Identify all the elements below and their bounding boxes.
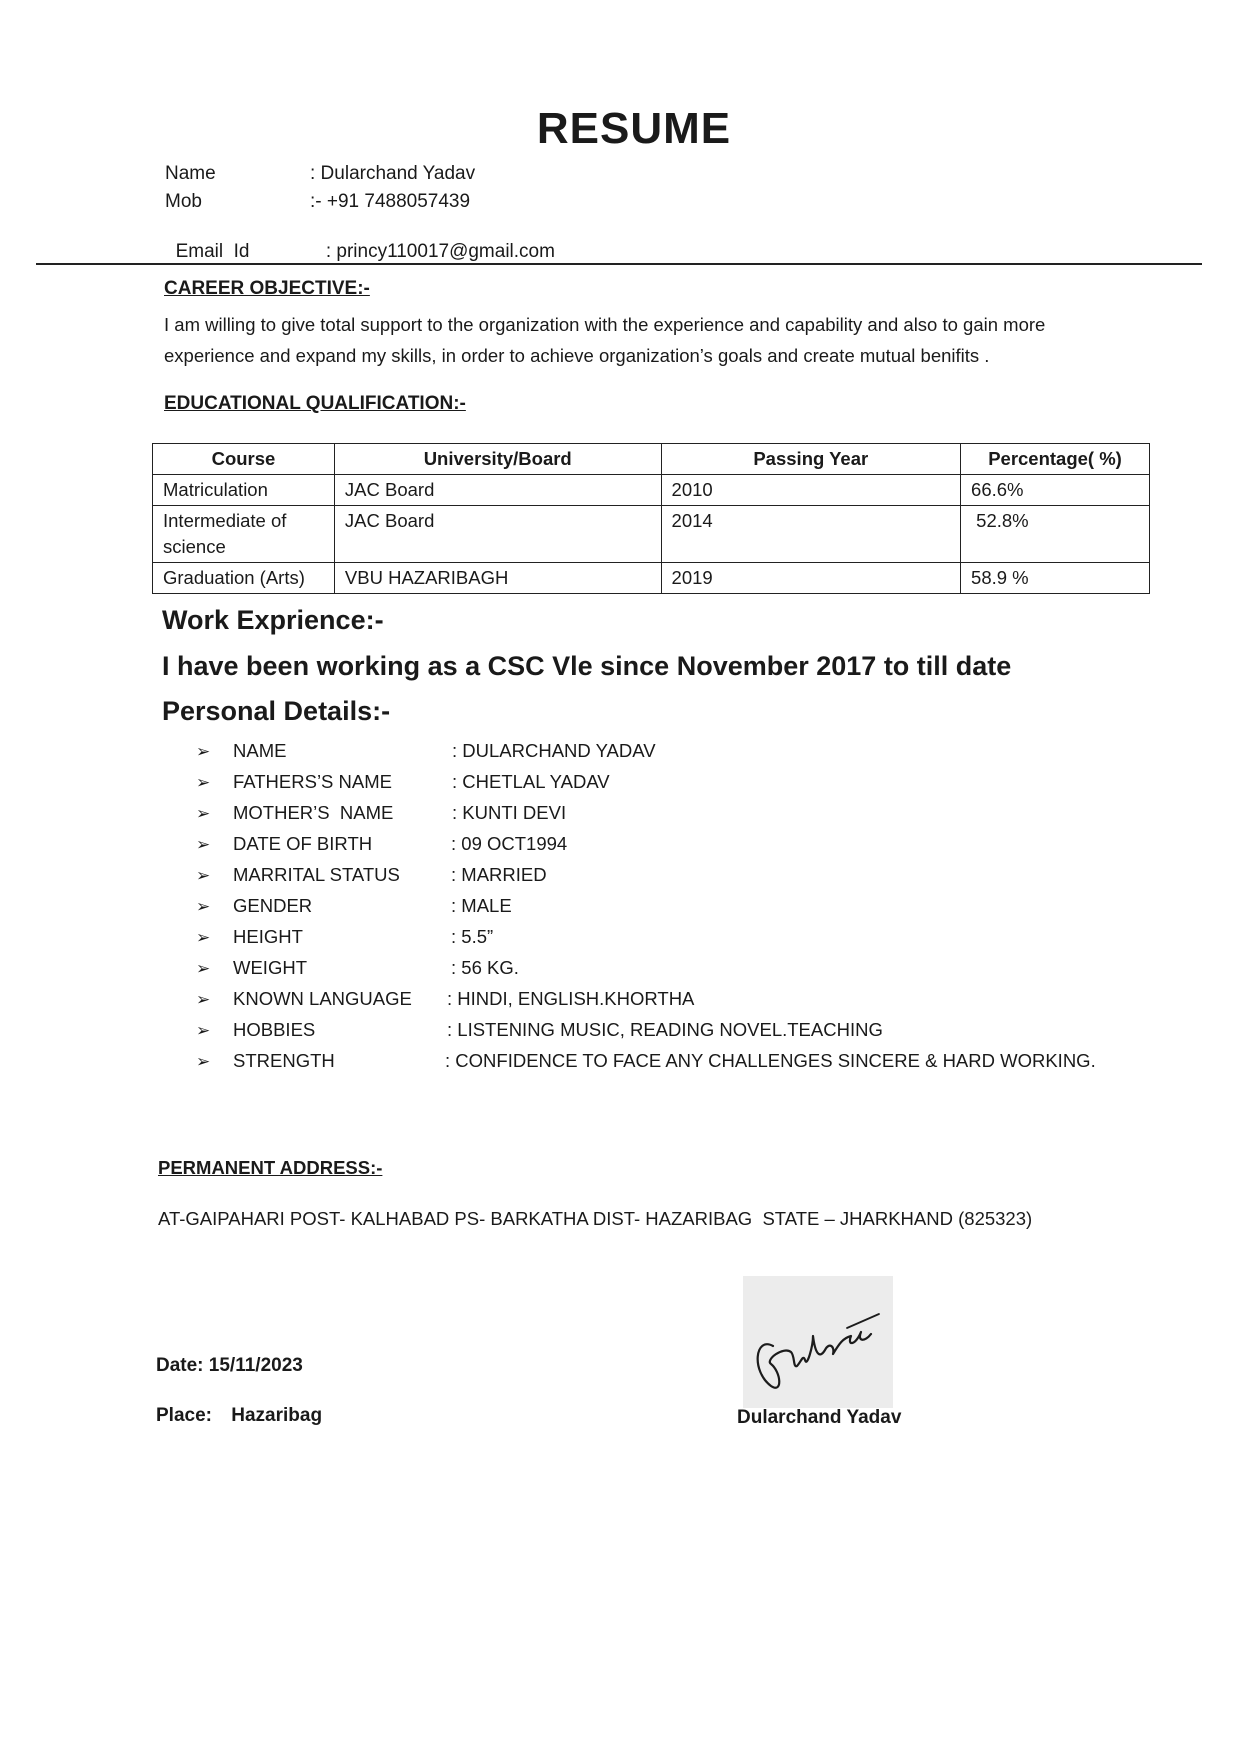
signature-icon (743, 1276, 893, 1408)
table-cell: Matriculation (153, 475, 335, 506)
education-heading: EDUCATIONAL QUALIFICATION:- (164, 393, 466, 414)
date-text: Date: 15/11/2023 (156, 1355, 303, 1376)
detail-label: DATE OF BIRTH (233, 833, 373, 854)
career-objective-heading: CAREER OBJECTIVE:- (164, 278, 370, 299)
arrow-bullet-icon: ➢ (196, 866, 211, 885)
header-divider (36, 263, 1202, 265)
table-cell: 2019 (661, 563, 961, 594)
table-cell: 66.6% (961, 475, 1150, 506)
arrow-bullet-icon: ➢ (196, 742, 211, 761)
place-label: Place: (156, 1405, 212, 1426)
arrow-bullet-icon: ➢ (196, 990, 211, 1009)
table-row (153, 563, 1150, 594)
detail-label: MARRITAL STATUS (233, 864, 400, 885)
table-cell: JAC Board (334, 475, 661, 506)
contact-label: Email Id (175, 241, 250, 262)
list-item (196, 833, 1156, 864)
column-header: Course (153, 444, 335, 475)
table-header-row (153, 444, 1150, 475)
list-item (196, 1019, 1156, 1050)
list-item (196, 864, 1156, 895)
list-item (196, 988, 1156, 1019)
detail-value: : LISTENING MUSIC, READING NOVEL.TEACHING (447, 1019, 883, 1040)
table-cell: JAC Board (334, 506, 661, 563)
contact-value: :- +91 7488057439 (310, 191, 471, 212)
table-cell: 52.8% (961, 506, 1150, 563)
career-objective-line-2: experience and expand my skills, in order to achieve organization’s goals and create mutual benifits . (164, 345, 990, 366)
table-cell: Graduation (Arts) (153, 563, 335, 594)
table-row (153, 475, 1150, 506)
arrow-bullet-icon: ➢ (196, 897, 211, 916)
detail-value: : CHETLAL YADAV (452, 771, 610, 792)
signer-name: Dularchand Yadav (737, 1407, 902, 1428)
education-table (152, 443, 1150, 594)
contact-label: Name (165, 163, 216, 184)
table-row (153, 506, 1150, 563)
work-experience-text: I have been working as a CSC Vle since November 2017 to till date (162, 651, 1012, 681)
detail-value: : 09 OCT1994 (451, 833, 568, 854)
detail-value: : 56 KG. (451, 957, 519, 978)
column-header: Percentage( %) (961, 444, 1150, 475)
detail-label: HEIGHT (233, 926, 303, 947)
detail-label: MOTHER’S NAME (233, 802, 394, 823)
contact-name-row (165, 163, 475, 189)
table-cell: Intermediate of science (153, 506, 335, 563)
table-cell: 58.9 % (961, 563, 1150, 594)
table-cell: 2014 (661, 506, 961, 563)
arrow-bullet-icon: ➢ (196, 959, 211, 978)
personal-details-heading: Personal Details:- (162, 696, 391, 726)
detail-value: : MARRIED (451, 864, 547, 885)
list-item (196, 957, 1156, 988)
permanent-address-heading: PERMANENT ADDRESS:- (158, 1157, 383, 1178)
arrow-bullet-icon: ➢ (196, 1052, 211, 1071)
arrow-bullet-icon: ➢ (196, 835, 211, 854)
detail-label: WEIGHT (233, 957, 307, 978)
list-item (196, 771, 1156, 802)
column-header: University/Board (334, 444, 661, 475)
list-item (196, 895, 1156, 926)
list-item (196, 1050, 1156, 1081)
table-cell: VBU HAZARIBAGH (334, 563, 661, 594)
list-item (196, 740, 1156, 771)
detail-label: KNOWN LANGUAGE (233, 988, 412, 1009)
place-row (156, 1405, 322, 1427)
detail-value: : 5.5” (451, 926, 494, 947)
list-item (196, 926, 1156, 957)
contact-label: Mob (165, 191, 202, 212)
contact-mobile-row (165, 191, 470, 217)
arrow-bullet-icon: ➢ (196, 804, 211, 823)
contact-email-row (165, 219, 555, 262)
detail-value: : KUNTI DEVI (452, 802, 567, 823)
detail-label: HOBBIES (233, 1019, 316, 1040)
detail-value: : DULARCHAND YADAV (452, 740, 656, 761)
arrow-bullet-icon: ➢ (196, 928, 211, 947)
signature-image (743, 1276, 893, 1408)
column-header: Passing Year (661, 444, 961, 475)
detail-label: NAME (233, 740, 287, 761)
list-item (196, 802, 1156, 833)
contact-value: : Dularchand Yadav (310, 163, 476, 184)
detail-label: STRENGTH (233, 1050, 335, 1071)
arrow-bullet-icon: ➢ (196, 1021, 211, 1040)
place-value: Hazaribag (231, 1405, 323, 1426)
detail-label: FATHERS’S NAME (233, 771, 392, 792)
detail-label: GENDER (233, 895, 313, 916)
permanent-address-text: AT-GAIPAHARI POST- KALHABAD PS- BARKATHA DIST- HAZARIBAG STATE – JHARKHAND (825323) (158, 1208, 1033, 1229)
detail-value: : MALE (451, 895, 512, 916)
contact-value: : princy110017@gmail.com (320, 241, 555, 262)
detail-value: : CONFIDENCE TO FACE ANY CHALLENGES SINCERE & HARD WORKING. (445, 1050, 1096, 1071)
detail-value: : HINDI, ENGLISH.KHORTHA (447, 988, 695, 1009)
resume-title: RESUME (536, 104, 732, 153)
arrow-bullet-icon: ➢ (196, 773, 211, 792)
career-objective-line-1: I am willing to give total support to the organization with the experience and capability and also to gain more (164, 314, 1046, 335)
work-experience-heading: Work Exprience:- (162, 605, 384, 635)
table-cell: 2010 (661, 475, 961, 506)
